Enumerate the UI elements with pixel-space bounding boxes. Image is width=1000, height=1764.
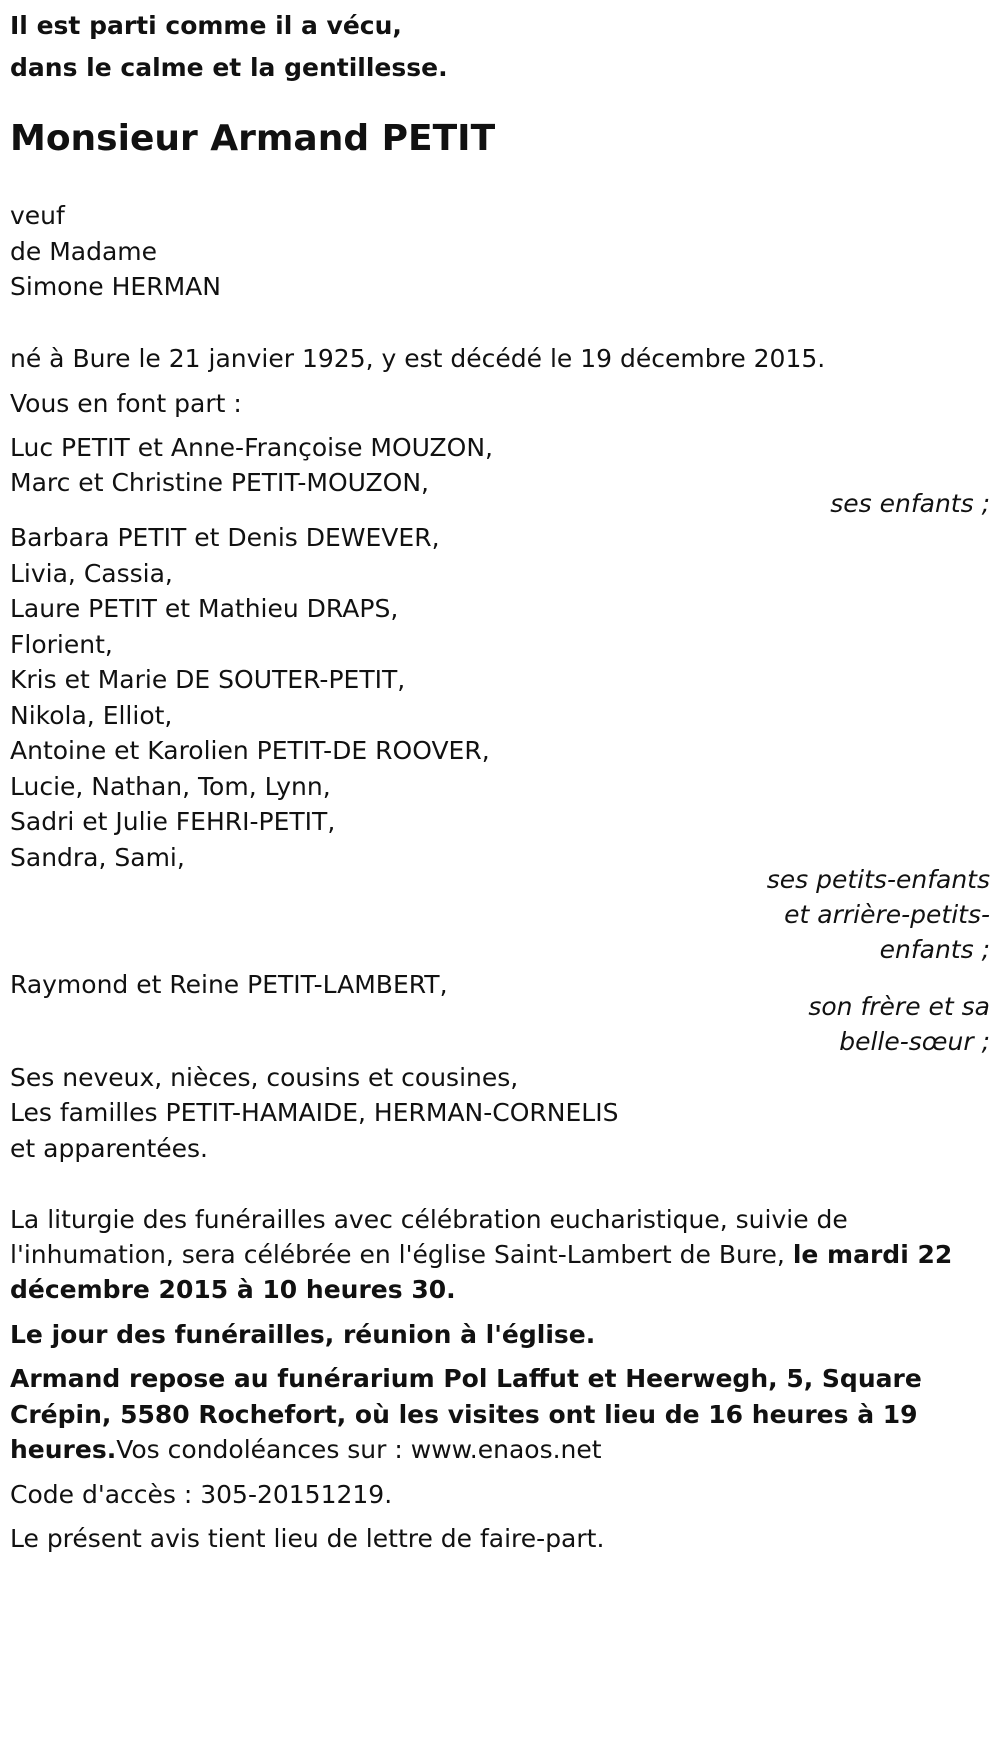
spouse-line: de Madame bbox=[10, 237, 158, 266]
liturgy-line: La liturgie des funérailles avec célébration eucharistique, suivie de bbox=[10, 1205, 848, 1234]
epigraph-line: Il est parti comme il a vécu, bbox=[10, 11, 402, 40]
deceased-name: Monsieur Armand PETIT bbox=[10, 118, 496, 159]
spouse-line: veuf bbox=[10, 201, 65, 230]
epigraph-line: dans le calme et la gentillesse. bbox=[10, 53, 448, 82]
extended-family-line: et apparentées. bbox=[10, 1134, 208, 1163]
family-name-line: Livia, Cassia, bbox=[10, 559, 173, 588]
family-name-line: Nikola, Elliot, bbox=[10, 701, 173, 730]
condolences-link[interactable]: Vos condoléances sur : www.enaos.net bbox=[116, 1435, 602, 1464]
closing-note: Le présent avis tient lieu de lettre de faire-part. bbox=[10, 1524, 605, 1553]
relation-label: ses petits-enfants bbox=[766, 865, 990, 894]
family-name-line: Laure PETIT et Mathieu DRAPS, bbox=[10, 594, 399, 623]
family-name-line: Marc et Christine PETIT-MOUZON, bbox=[10, 468, 429, 497]
relation-label: son frère et sa bbox=[808, 992, 990, 1021]
spouse-line: Simone HERMAN bbox=[10, 272, 221, 301]
relation-label: et arrière-petits- bbox=[784, 900, 990, 929]
relation-label: belle-sœur ; bbox=[839, 1027, 990, 1056]
family-name-line: Sadri et Julie FEHRI-PETIT, bbox=[10, 807, 336, 836]
liturgy-line bbox=[10, 1235, 952, 1275]
funerarium-line: Crépin, 5580 Rochefort, où les visites ont lieu de 16 heures à 19 bbox=[10, 1400, 918, 1429]
family-name-line: Raymond et Reine PETIT-LAMBERT, bbox=[10, 970, 448, 999]
funerarium-line: Armand repose au funérarium Pol Laffut et Heerwegh, 5, Square bbox=[10, 1364, 922, 1393]
family-name-line: Kris et Marie DE SOUTER-PETIT, bbox=[10, 665, 406, 694]
funerarium-hours: heures. bbox=[10, 1435, 117, 1464]
liturgy-date: le mardi 22 bbox=[792, 1240, 953, 1269]
extended-family-line: Ses neveux, nièces, cousins et cousines, bbox=[10, 1063, 519, 1092]
liturgy-date-line: décembre 2015 à 10 heures 30. bbox=[10, 1275, 456, 1304]
family-name-line: Antoine et Karolien PETIT-DE ROOVER, bbox=[10, 736, 490, 765]
family-name-line: Barbara PETIT et Denis DEWEVER, bbox=[10, 523, 440, 552]
funerarium-line bbox=[10, 1430, 602, 1470]
relation-label: enfants ; bbox=[879, 935, 990, 964]
family-name-line: Luc PETIT et Anne-Françoise MOUZON, bbox=[10, 433, 493, 462]
relation-label: ses enfants ; bbox=[830, 489, 990, 518]
announce-intro: Vous en font part : bbox=[10, 389, 242, 418]
extended-family-line: Les familles PETIT-HAMAIDE, HERMAN-CORNELIS bbox=[10, 1098, 619, 1127]
birth-death: né à Bure le 21 janvier 1925, y est décédé le 19 décembre 2015. bbox=[10, 344, 826, 373]
family-name-line: Sandra, Sami, bbox=[10, 843, 185, 872]
meeting-note: Le jour des funérailles, réunion à l'église. bbox=[10, 1320, 596, 1349]
liturgy-text: l'inhumation, sera célébrée en l'église Saint-Lambert de Bure, bbox=[10, 1240, 793, 1269]
family-name-line: Lucie, Nathan, Tom, Lynn, bbox=[10, 772, 331, 801]
access-code: Code d'accès : 305-20151219. bbox=[10, 1480, 393, 1509]
family-name-line: Florient, bbox=[10, 630, 113, 659]
